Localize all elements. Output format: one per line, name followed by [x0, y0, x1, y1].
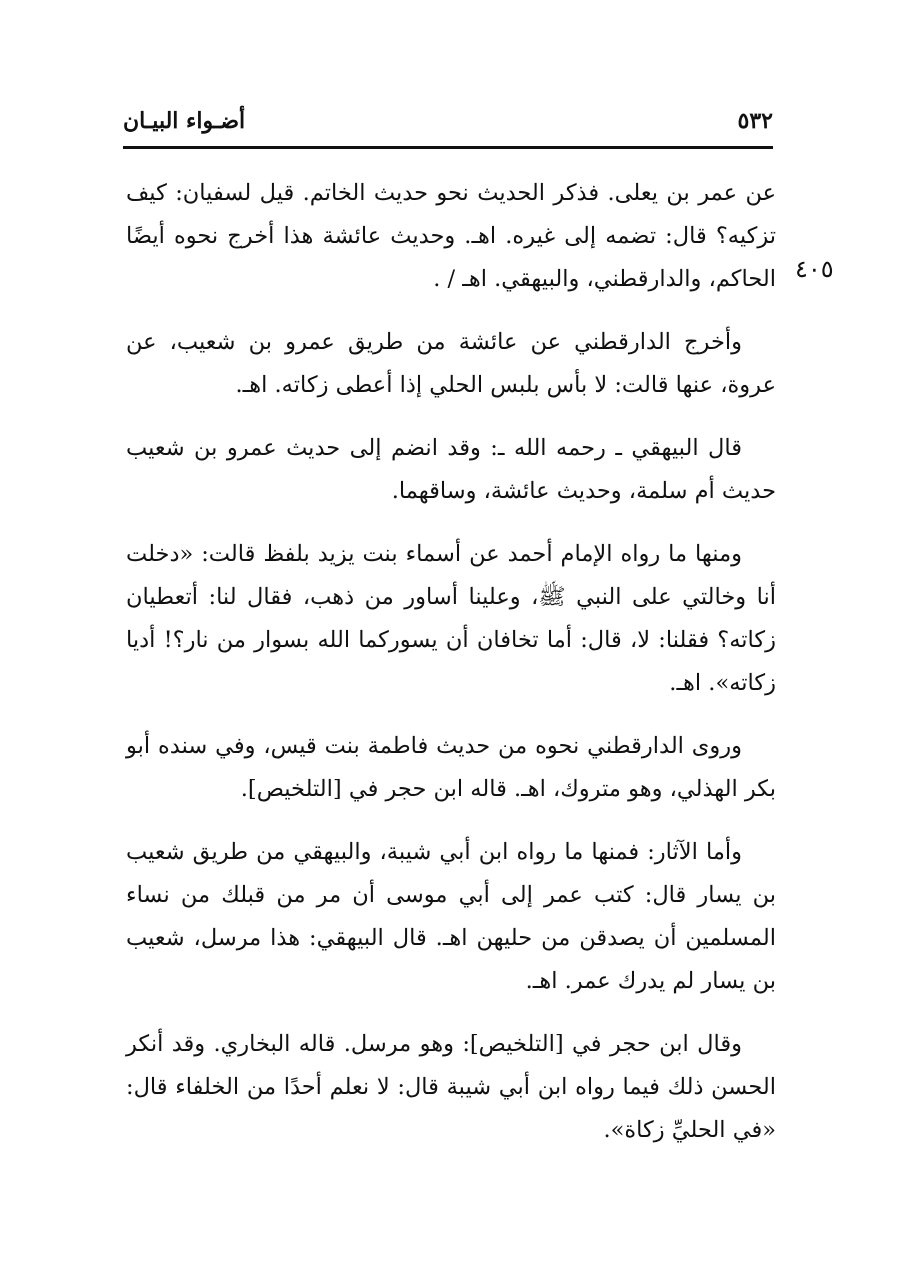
page-header: [123, 108, 773, 144]
paragraph: ومنها ما رواه الإمام أحمد عن أسماء بنت يزيد بلفظ قالت: «دخلت أنا وخالتي على النبي ﷺ، وعلينا أساور من ذهب، فقال لنا: أتعطيان زكاته؟ فقلنا: لا، قال: أما تخافان أن يسوركما الله بسوار من نار؟! أديا زكاته». اهـ.: [126, 541, 776, 696]
paragraph: وقال ابن حجر في [التلخيص]: وهو مرسل. قاله البخاري. وقد أنكر الحسن ذلك فيما رواه ابن أبي شيبة قال: لا نعلم أحدًا من الخلفاء قال: «في الحليِّ زكاة».: [126, 1031, 776, 1143]
paragraph: قال البيهقي ـ رحمه الله ـ: وقد انضم إلى حديث عمرو بن شعيب حديث أم سلمة، وحديث عائشة، وساقهما.: [126, 435, 776, 504]
margin-page-reference: ٤٠٥: [795, 255, 834, 283]
header-rule: [123, 146, 773, 149]
book-title: أضـواء البيـان: [123, 108, 246, 134]
page-body: [126, 172, 776, 1172]
paragraph: وأخرج الدارقطني عن عائشة من طريق عمرو بن شعيب، عن عروة، عنها قالت: لا بأس بلبس الحلي إذا أعطى زكاته. اهـ.: [126, 329, 776, 398]
paragraph: وأما الآثار: فمنها ما رواه ابن أبي شيبة، والبيهقي من طريق شعيب بن يسار قال: كتب عمر إلى أبي موسى أن مر من قبلك من نساء المسلمين أن يصدقن من حليهن اهـ. قال البيهقي: هذا مرسل، شعيب بن يسار لم يدرك عمر. اهـ.: [126, 839, 776, 994]
paragraph: وروى الدارقطني نحوه من حديث فاطمة بنت قيس، وفي سنده أبو بكر الهذلي، وهو متروك، اهـ. قاله ابن حجر في [التلخيص].: [126, 733, 776, 802]
paragraph: عن عمر بن يعلى. فذكر الحديث نحو حديث الخاتم. قيل لسفيان: كيف تزكيه؟ قال: تضمه إلى غيره. اهـ. وحديث عائشة هذا أخرج نحوه أيضًا الحاكم، والدارقطني، والبيهقي. اهـ / .: [126, 180, 777, 292]
page-number: ٥٣٢: [737, 108, 773, 134]
